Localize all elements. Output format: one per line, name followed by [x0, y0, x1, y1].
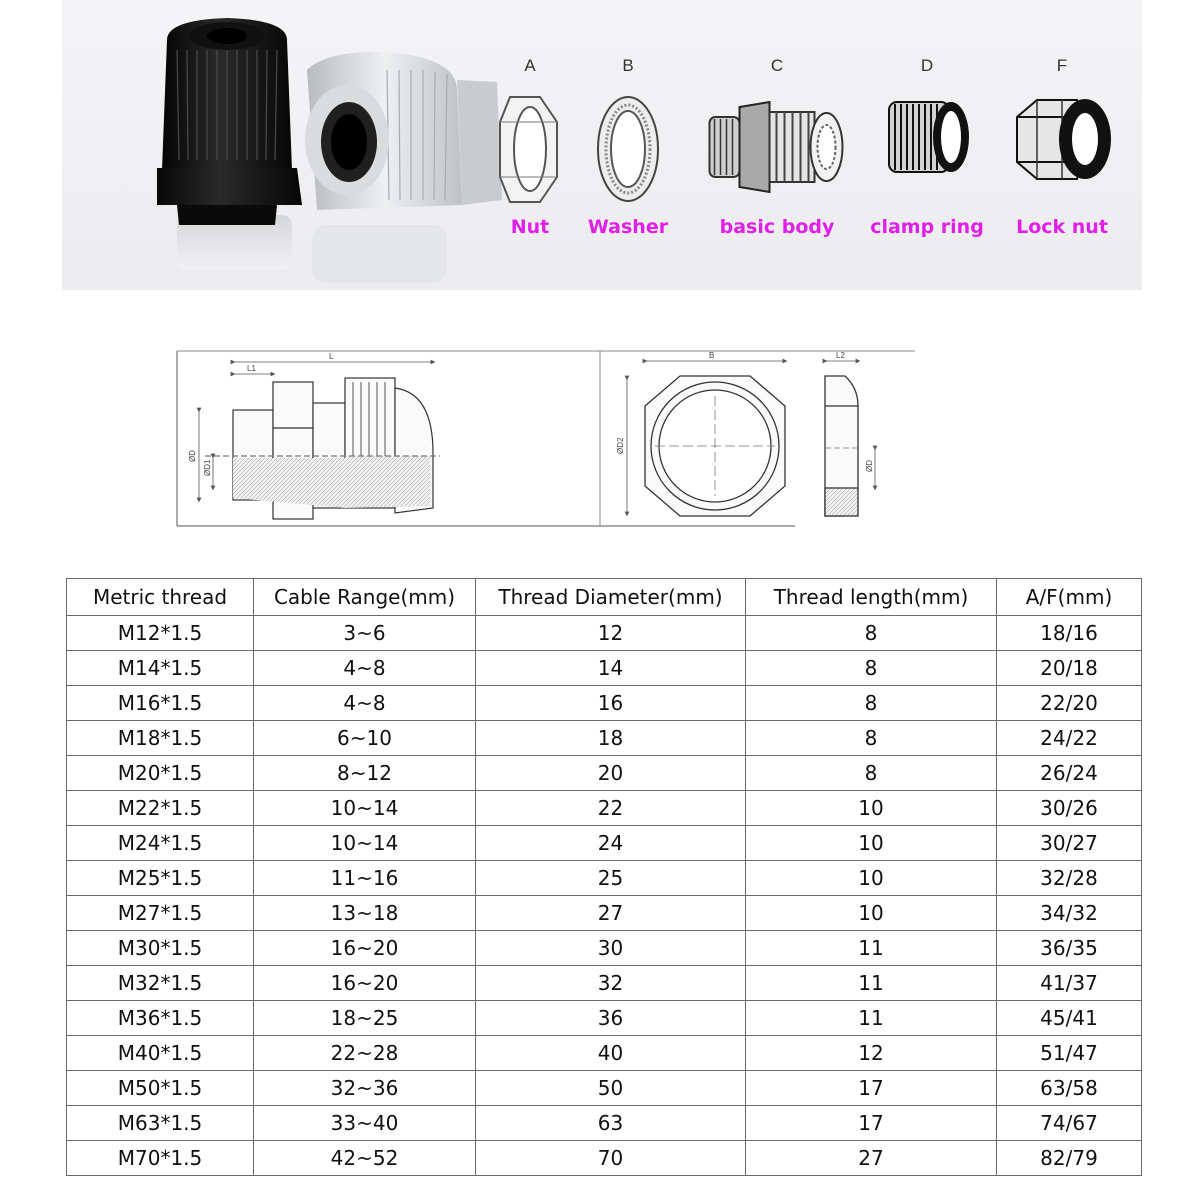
thread-diameter-cell: 32 — [476, 966, 746, 1001]
thread-diameter-cell: 24 — [476, 826, 746, 861]
cable-range-cell: 10~14 — [254, 826, 476, 861]
cable-range-cell: 32~36 — [254, 1071, 476, 1106]
column-header-cable-range: Cable Range(mm) — [254, 579, 476, 616]
part-letter: B — [622, 56, 634, 75]
part-letter: F — [1056, 56, 1068, 75]
thread-diameter-cell: 12 — [476, 616, 746, 651]
metric-thread-cell: M12*1.5 — [67, 616, 254, 651]
table-row — [67, 931, 1142, 966]
basic-body-icon — [705, 92, 850, 202]
thread-length-cell: 17 — [746, 1106, 997, 1141]
af-cell: 26/24 — [997, 756, 1142, 791]
dim-label-d: ØD — [188, 450, 197, 462]
thread-length-cell: 10 — [746, 791, 997, 826]
metric-thread-cell: M14*1.5 — [67, 651, 254, 686]
af-cell: 30/26 — [997, 791, 1142, 826]
cable-range-cell: 3~6 — [254, 616, 476, 651]
thread-length-cell: 8 — [746, 686, 997, 721]
thread-length-cell: 8 — [746, 721, 997, 756]
cable-range-cell: 18~25 — [254, 1001, 476, 1036]
cable-range-cell: 11~16 — [254, 861, 476, 896]
metric-thread-cell: M16*1.5 — [67, 686, 254, 721]
metric-thread-cell: M18*1.5 — [67, 721, 254, 756]
metric-thread-cell: M50*1.5 — [67, 1071, 254, 1106]
dim-label-l1: L1 — [247, 364, 256, 373]
part-letter: D — [920, 56, 934, 75]
af-cell: 82/79 — [997, 1141, 1142, 1176]
lock-nut-icon — [1007, 92, 1117, 187]
table-row — [67, 651, 1142, 686]
dim-label-d-side: ØD — [865, 460, 874, 472]
metric-thread-cell: M36*1.5 — [67, 1001, 254, 1036]
washer-icon — [593, 92, 663, 207]
thread-length-cell: 11 — [746, 931, 997, 966]
af-cell: 34/32 — [997, 896, 1142, 931]
table-row — [67, 756, 1142, 791]
table-row — [67, 1106, 1142, 1141]
column-header-af: A/F(mm) — [997, 579, 1142, 616]
gland-side-view — [205, 378, 440, 519]
dim-label-l2: L2 — [836, 351, 845, 360]
metric-thread-cell: M30*1.5 — [67, 931, 254, 966]
cable-range-cell: 16~20 — [254, 931, 476, 966]
metric-thread-cell: M70*1.5 — [67, 1141, 254, 1176]
metric-thread-cell: M63*1.5 — [67, 1106, 254, 1141]
thread-diameter-cell: 36 — [476, 1001, 746, 1036]
cable-range-cell: 4~8 — [254, 651, 476, 686]
metric-thread-cell: M20*1.5 — [67, 756, 254, 791]
column-header-thread-diameter: Thread Diameter(mm) — [476, 579, 746, 616]
dim-label-d1: ØD1 — [203, 459, 212, 476]
dim-label-b: B — [709, 351, 715, 360]
af-cell: 24/22 — [997, 721, 1142, 756]
hex-nut-front-view — [645, 376, 785, 516]
part-name: Lock nut — [1016, 216, 1108, 238]
column-header-metric-thread: Metric thread — [67, 579, 254, 616]
table-row — [67, 1036, 1142, 1071]
metric-thread-cell: M24*1.5 — [67, 826, 254, 861]
part-nut — [480, 0, 580, 290]
thread-diameter-cell: 27 — [476, 896, 746, 931]
thread-diameter-cell: 40 — [476, 1036, 746, 1071]
cable-range-cell: 8~12 — [254, 756, 476, 791]
part-name: clamp ring — [870, 216, 984, 238]
table-row — [67, 1001, 1142, 1036]
thread-length-cell: 12 — [746, 1036, 997, 1071]
thread-diameter-cell: 50 — [476, 1071, 746, 1106]
nut-side-view — [825, 376, 858, 516]
af-cell: 32/28 — [997, 861, 1142, 896]
thread-diameter-cell: 20 — [476, 756, 746, 791]
thread-length-cell: 27 — [746, 1141, 997, 1176]
thread-diameter-cell: 22 — [476, 791, 746, 826]
table-row — [67, 966, 1142, 1001]
thread-length-cell: 11 — [746, 1001, 997, 1036]
table-row — [67, 686, 1142, 721]
metric-thread-cell: M32*1.5 — [67, 966, 254, 1001]
table-row — [67, 1071, 1142, 1106]
metric-thread-cell: M25*1.5 — [67, 861, 254, 896]
cable-range-cell: 13~18 — [254, 896, 476, 931]
af-cell: 22/20 — [997, 686, 1142, 721]
part-letter: A — [524, 56, 536, 75]
thread-diameter-cell: 63 — [476, 1106, 746, 1141]
dim-label-d2: ØD2 — [616, 437, 625, 454]
cable-range-cell: 10~14 — [254, 791, 476, 826]
table-row — [67, 721, 1142, 756]
cable-range-cell: 4~8 — [254, 686, 476, 721]
thread-length-cell: 8 — [746, 651, 997, 686]
table-row — [67, 791, 1142, 826]
thread-diameter-cell: 70 — [476, 1141, 746, 1176]
thread-length-cell: 8 — [746, 616, 997, 651]
dimension-drawing — [175, 348, 920, 533]
cable-range-cell: 42~52 — [254, 1141, 476, 1176]
af-cell: 41/37 — [997, 966, 1142, 1001]
part-name: Nut — [510, 216, 550, 238]
thread-length-cell: 17 — [746, 1071, 997, 1106]
metric-thread-cell: M22*1.5 — [67, 791, 254, 826]
metric-thread-cell: M40*1.5 — [67, 1036, 254, 1071]
part-name: Washer — [587, 216, 669, 238]
cable-range-cell: 16~20 — [254, 966, 476, 1001]
af-cell: 20/18 — [997, 651, 1142, 686]
part-lock-nut — [1002, 0, 1122, 290]
cable-range-cell: 22~28 — [254, 1036, 476, 1071]
part-name: basic body — [719, 216, 835, 238]
product-photo-strip — [62, 0, 1142, 290]
table-header-row — [67, 579, 1142, 616]
thread-length-cell: 8 — [746, 756, 997, 791]
thread-diameter-cell: 25 — [476, 861, 746, 896]
part-basic-body — [702, 0, 852, 290]
thread-length-cell: 10 — [746, 826, 997, 861]
spec-table — [66, 578, 1142, 1176]
cable-range-cell: 33~40 — [254, 1106, 476, 1141]
column-header-thread-length: Thread length(mm) — [746, 579, 997, 616]
table-row — [67, 826, 1142, 861]
thread-length-cell: 10 — [746, 861, 997, 896]
af-cell: 18/16 — [997, 616, 1142, 651]
part-washer — [578, 0, 678, 290]
table-row — [67, 1141, 1142, 1176]
af-cell: 51/47 — [997, 1036, 1142, 1071]
part-letter: C — [770, 56, 784, 75]
cable-range-cell: 6~10 — [254, 721, 476, 756]
table-row — [67, 616, 1142, 651]
af-cell: 30/27 — [997, 826, 1142, 861]
thread-length-cell: 10 — [746, 896, 997, 931]
thread-length-cell: 11 — [746, 966, 997, 1001]
thread-diameter-cell: 14 — [476, 651, 746, 686]
table-row — [67, 861, 1142, 896]
metric-thread-cell: M27*1.5 — [67, 896, 254, 931]
part-clamp-ring — [862, 0, 992, 290]
af-cell: 63/58 — [997, 1071, 1142, 1106]
dim-label-l: L — [329, 352, 334, 361]
nut-icon — [495, 92, 565, 207]
thread-diameter-cell: 18 — [476, 721, 746, 756]
af-cell: 45/41 — [997, 1001, 1142, 1036]
thread-diameter-cell: 30 — [476, 931, 746, 966]
af-cell: 36/35 — [997, 931, 1142, 966]
af-cell: 74/67 — [997, 1106, 1142, 1141]
clamp-ring-icon — [877, 92, 977, 182]
table-row — [67, 896, 1142, 931]
table-body — [67, 616, 1142, 1176]
thread-diameter-cell: 16 — [476, 686, 746, 721]
